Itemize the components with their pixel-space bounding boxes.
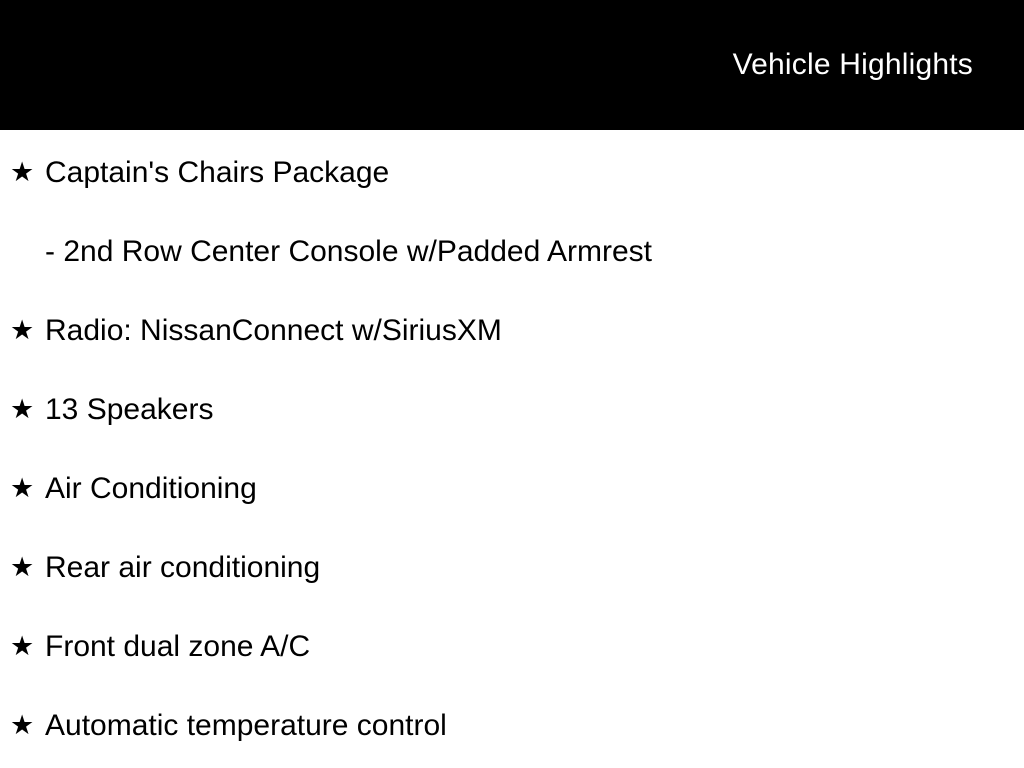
list-item	[10, 528, 1024, 607]
list-item-label: Automatic temperature control	[45, 708, 447, 742]
list-item-label: - 2nd Row Center Console w/Padded Armrest	[45, 234, 652, 268]
list-item	[10, 291, 1024, 370]
list-subitem	[10, 212, 1024, 291]
header-bar	[0, 0, 1024, 130]
list-item	[10, 607, 1024, 686]
list-item-label: Rear air conditioning	[45, 550, 321, 584]
list-item-label: 13 Speakers	[45, 392, 214, 426]
list-item-label: Radio: NissanConnect w/SiriusXM	[45, 313, 502, 347]
list-item-label: Front dual zone A/C	[45, 629, 311, 663]
star-bullet-icon: ★	[10, 315, 35, 345]
star-bullet-icon: ★	[10, 157, 35, 187]
star-bullet-icon: ★	[10, 394, 35, 424]
list-item	[10, 370, 1024, 449]
star-bullet-icon: ★	[10, 631, 35, 661]
list-item	[10, 686, 1024, 765]
star-bullet-icon: ★	[10, 473, 35, 503]
star-bullet-icon: ★	[10, 710, 35, 740]
highlights-list	[0, 130, 1024, 765]
list-item	[10, 133, 1024, 212]
list-item-label: Air Conditioning	[45, 471, 257, 505]
list-item	[10, 449, 1024, 528]
list-item-label: Captain's Chairs Package	[45, 155, 390, 189]
star-bullet-icon: ★	[10, 552, 35, 582]
page-title: Vehicle Highlights	[732, 48, 973, 81]
